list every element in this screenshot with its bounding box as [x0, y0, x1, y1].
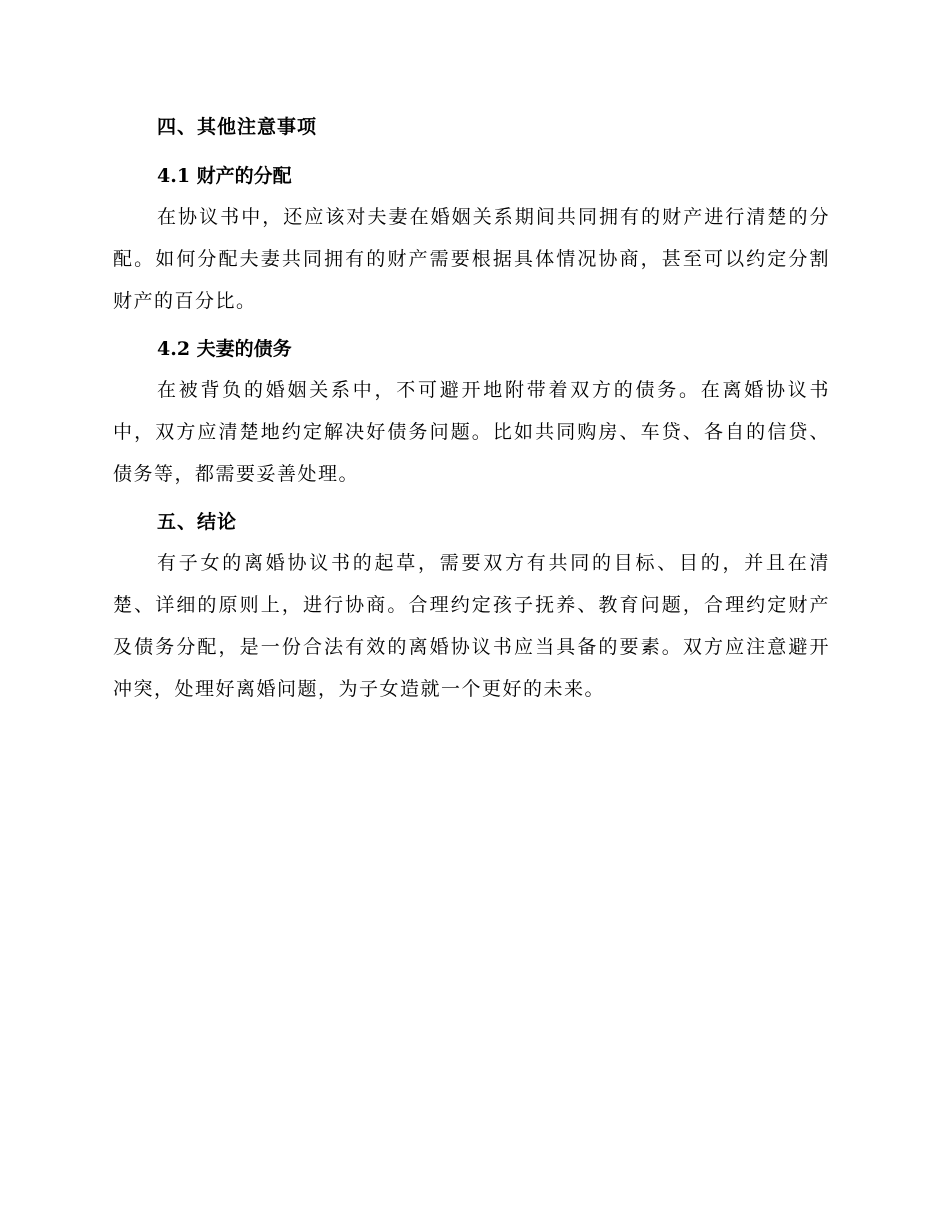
paragraph-conclusion: 有子女的离婚协议书的起草，需要双方有共同的目标、目的，并且在清楚、详细的原则上，进行协商。合理约定孩子抚养、教育问题，合理约定财产及债务分配，是一份合法有效的离婚协议书应当具备的要素。双方应注意避开冲突，处理好离婚问题，为子女造就一个更好的未来。 — [113, 552, 830, 700]
document-body — [113, 112, 830, 710]
paragraph-marital-debts: 在被背负的婚姻关系中，不可避开地附带着双方的债务。在离婚协议书中，双方应清楚地约定解决好债务问题。比如共同购房、车贷、各自的信贷、债务等，都需要妥善处理。 — [113, 379, 830, 485]
section-heading-5: 五、结论 — [157, 511, 238, 533]
section-heading-4: 四、其他注意事项 — [157, 116, 318, 138]
paragraph-property-division: 在协议书中，还应该对夫妻在婚姻关系期间共同拥有的财产进行清楚的分配。如何分配夫妻共同拥有的财产需要根据具体情况协商，甚至可以约定分割财产的百分比。 — [113, 206, 830, 312]
subsection-heading-4-2: 4.2 夫妻的债务 — [157, 338, 292, 360]
subsection-heading-4-1: 4.1 财产的分配 — [157, 165, 292, 187]
